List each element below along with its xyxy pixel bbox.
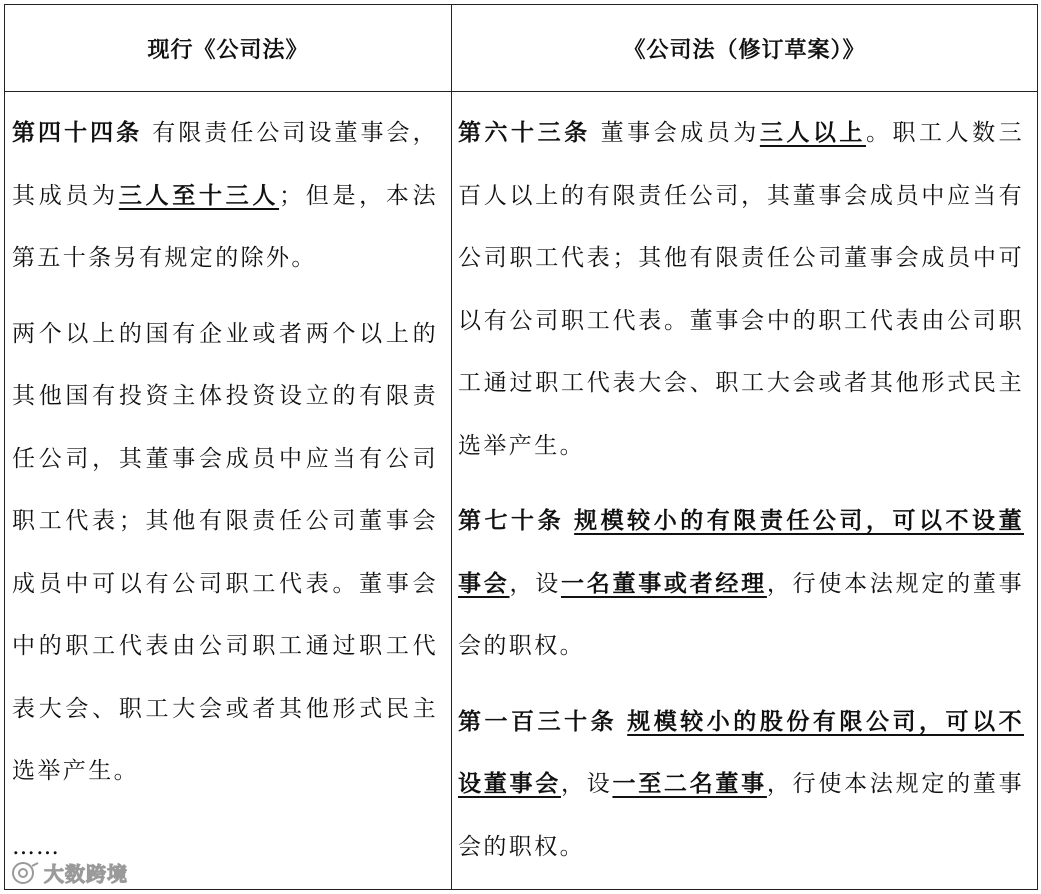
header-revised-draft: 《公司法（修订草案）》 (623, 36, 866, 63)
article-text: 。职工人数三百人以上的有限责任公司，其董事会成员中应当有公司职工代表；其他有限责任公司董事会成员中可以有公司职工代表。董事会中的职工代表由公司职工通过职工代表大会、职工大会或者其他形式民主选举产生。 (458, 120, 1025, 459)
highlight-text: 规模较小的股份有限公司，可以不设董事会 (458, 707, 1025, 797)
article-text: 有限责任公司设董事会，其成员为 (12, 120, 438, 209)
article-text: ，设 (560, 771, 613, 797)
article-number: 第六十三条 (458, 119, 591, 146)
highlight-text: 三人至十三人 (118, 181, 280, 209)
highlight-text: 一名董事或者经理 (560, 569, 767, 597)
watermark (10, 858, 128, 887)
article-130 (458, 691, 1024, 879)
article-number: 第四十四条 (12, 119, 143, 146)
article-number: 第一百三十条 (458, 707, 618, 735)
article-number: 第七十条 (458, 507, 565, 534)
article-70 (458, 490, 1024, 678)
ellipsis: …… (12, 833, 60, 860)
article-text: 董事会成员为 (600, 120, 760, 146)
article-63 (458, 102, 1024, 477)
watermark-text: 大数跨境 (44, 862, 128, 886)
column-divider (451, 5, 452, 889)
highlight-text: 三人以上 (759, 119, 866, 146)
current-law-column (12, 102, 438, 891)
highlight-text: 一至二名董事 (612, 770, 767, 797)
article-text: ，行使本法规定的董事会的职权。 (458, 771, 1024, 860)
header-divider (5, 91, 1037, 92)
article-44 (12, 102, 438, 290)
header-current-law: 现行《公司法》 (147, 36, 309, 63)
article-text: ；但是，本法第五十条另有规定的除外。 (12, 182, 438, 271)
article-text: ，设 (509, 570, 561, 597)
highlight-text: 规模较小的有限责任公司，可以不设董事会 (458, 507, 1024, 597)
revised-draft-column (458, 102, 1024, 891)
brand-logo-icon (10, 860, 40, 886)
article-44-paragraph-2: 两个以上的国有企业或者两个以上的其他国有投资主体投资设立的有限责任公司，其董事会成员中应当有公司职工代表；其他有限责任公司董事会成员中可以有公司职工代表。董事会中的职工代表由公司职工通过职工代表大会、职工大会或者其他形式民主选举产生。 (12, 320, 438, 784)
article-text: ，行使本法规定的董事会的职权。 (458, 570, 1024, 659)
